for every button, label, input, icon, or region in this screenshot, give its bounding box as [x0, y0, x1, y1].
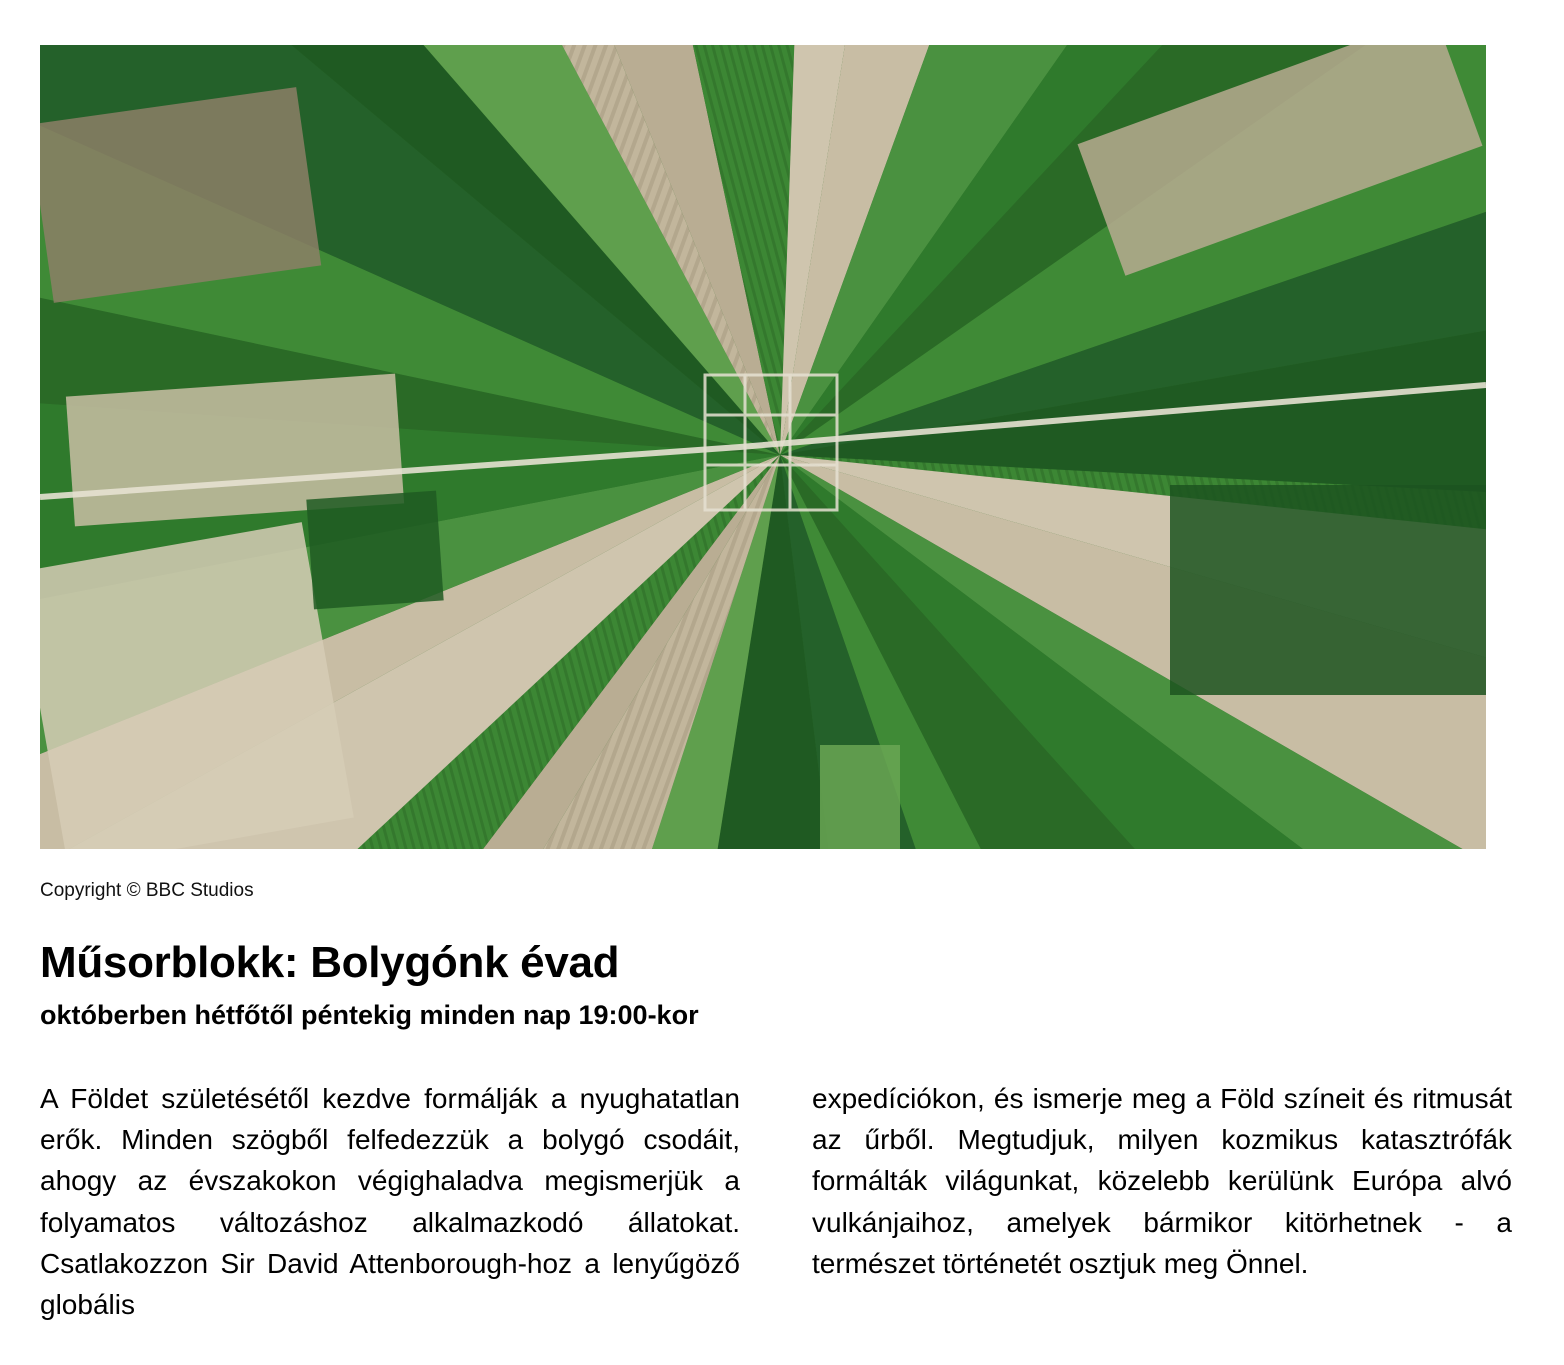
article-subtitle: októberben hétfőtől péntekig minden nap 19:00-kor	[40, 1000, 699, 1030]
aerial-farmland-illustration	[40, 45, 1486, 849]
photo-copyright: Copyright © BBC Studios	[40, 880, 254, 901]
field-patch	[40, 87, 321, 303]
body-column-right: expedíciókon, és ismerje meg a Föld színeit és ritmusát az űrből. Megtudjuk, milyen kozmikus katasztrófák formálták világunkat, közelebb kerülünk Európa alvó vulkánjaihoz, amelyek bármikor kitörhetnek - a természet történetét osztjuk meg Önnel.	[812, 1083, 1512, 1279]
field-patch	[820, 745, 900, 849]
field-patch	[1170, 485, 1486, 695]
field-patch	[40, 522, 354, 849]
hero-image	[40, 45, 1486, 849]
body-column-left: A Földet születésétől kezdve formálják a nyughatatlan erők. Minden szögből felfedezzük a bolygó csodáit, ahogy az évszakokon végighaladva megismerjük a folyamatos változáshoz alkalmazkodó állatokat. Csatlakozzon Sir David Attenborough-hoz a lenyűgöző globális	[40, 1083, 740, 1321]
field-patch	[306, 491, 443, 610]
article-title: Műsorblokk: Bolygónk évad	[40, 938, 620, 987]
